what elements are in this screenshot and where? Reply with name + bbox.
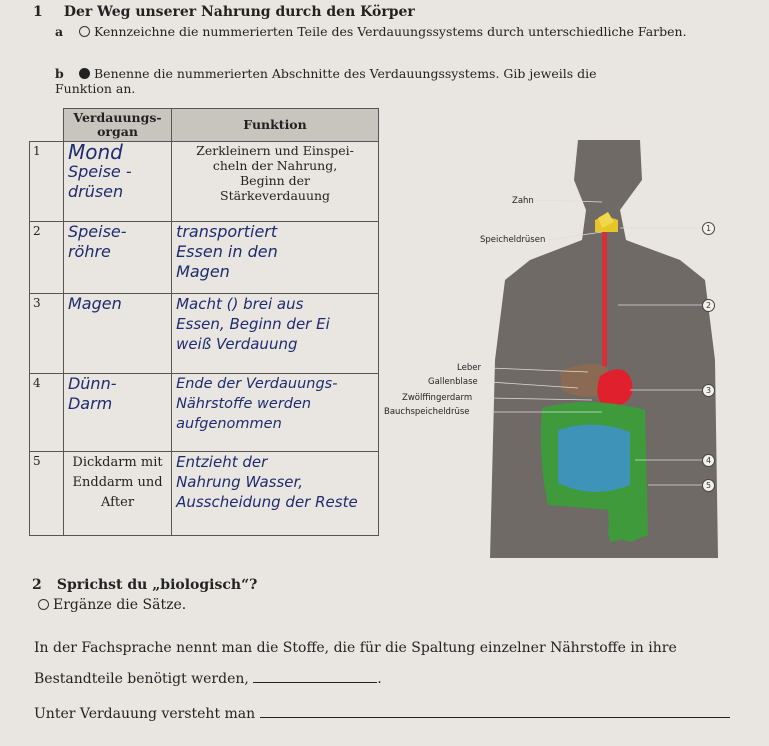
handwritten-answer: Speise-	[67, 222, 127, 241]
handwritten-answer: Magen	[67, 294, 122, 313]
marker-4: 4	[702, 454, 715, 467]
header-organ: Verdauungs-organ	[63, 109, 171, 142]
sentence-1b-text: Bestandteile benötigt werden,	[34, 671, 249, 687]
handwritten-answer: Magen	[176, 262, 230, 281]
handwritten-answer: Essen, Beginn der Ei	[176, 315, 330, 333]
organ-text: After	[100, 495, 135, 510]
task2-heading	[32, 577, 257, 593]
row-index: 1	[30, 142, 64, 222]
part-a-label: a	[55, 24, 64, 39]
task2-instruction-text: Ergänze die Sätze.	[53, 597, 187, 613]
table-corner	[30, 109, 64, 142]
part-a	[55, 24, 695, 39]
fill-in-blank-1[interactable]	[253, 670, 377, 683]
label-speicheldruesen: Speicheldrüsen	[480, 235, 546, 245]
part-a-text: Kennzeichne die nummerierten Teile des Verdauungssystems durch unterschiedliche Farben.	[94, 24, 687, 39]
medium-level-icon	[79, 68, 90, 79]
organ-cell[interactable]	[63, 294, 171, 374]
label-bauchspeicheldruese: Bauchspeicheldrüse	[384, 407, 470, 417]
part-b	[55, 66, 655, 96]
handwritten-answer: Speise -	[67, 162, 132, 181]
marker-2: 2	[702, 299, 715, 312]
handwritten-answer: Mond	[67, 140, 123, 164]
row-index: 3	[30, 294, 64, 374]
sentence-1b	[34, 670, 382, 687]
digestive-system-diagram	[384, 140, 718, 558]
function-text: Stärkeverdauung	[220, 188, 331, 203]
task1-heading	[33, 4, 415, 20]
task1-title: Der Weg unserer Nahrung durch den Körper	[63, 4, 415, 20]
sentence-2-text: Unter Verdauung versteht man	[34, 706, 256, 722]
function-cell[interactable]	[172, 374, 379, 452]
handwritten-answer: Nahrung Wasser,	[176, 473, 304, 491]
handwritten-answer: Dünn-	[67, 374, 117, 393]
table-row	[30, 222, 379, 294]
handwritten-answer: Ausscheidung der Reste	[176, 493, 358, 511]
row-index: 2	[30, 222, 64, 294]
function-text: Zerkleinern und Einspei-	[196, 143, 354, 158]
task2-title: Sprichst du „biologisch“?	[56, 577, 258, 593]
function-cell	[172, 142, 379, 222]
handwritten-answer: Ende der Verdauungs-	[176, 376, 338, 392]
function-cell[interactable]	[172, 222, 379, 294]
organ-cell	[63, 452, 171, 536]
handwritten-answer: drüsen	[67, 182, 124, 201]
function-cell[interactable]	[172, 294, 379, 374]
sentence-1a: In der Fachsprache nennt man die Stoffe, die für die Spaltung einzelner Nährstoffe in ihre	[34, 640, 677, 656]
easy-level-icon	[79, 26, 90, 37]
row-index: 5	[30, 452, 64, 536]
task1-number: 1	[33, 4, 43, 20]
marker-3: 3	[702, 384, 715, 397]
sentence-1-end: .	[377, 671, 382, 687]
table-row	[30, 294, 379, 374]
marker-1: 1	[702, 222, 715, 235]
label-zwoelffingerdarm: Zwölffingerdarm	[402, 393, 473, 403]
task2-instruction	[38, 597, 186, 613]
part-b-text: Benenne die nummerierten Abschnitte des Verdauungssystems. Gib jeweils die Funktion an.	[55, 66, 597, 96]
header-function: Funktion	[172, 109, 379, 142]
handwritten-answer: Darm	[67, 394, 113, 413]
table-row	[30, 142, 379, 222]
table-row	[30, 374, 379, 452]
organ-cell[interactable]	[63, 142, 171, 222]
function-text: Beginn der	[240, 173, 311, 188]
organ-text: Dickdarm mit	[72, 455, 163, 470]
easy-level-icon	[38, 599, 49, 610]
label-gallenblase: Gallenblase	[428, 377, 478, 387]
handwritten-answer: Essen in den	[176, 242, 278, 261]
handwritten-answer: weiß Verdauung	[176, 335, 298, 353]
task2-number: 2	[32, 577, 42, 593]
organ-function-table	[29, 108, 379, 536]
organ-cell[interactable]	[63, 374, 171, 452]
function-text: cheln der Nahrung,	[212, 158, 338, 173]
handwritten-answer: Nährstoffe werden	[176, 396, 312, 412]
part-b-label: b	[55, 66, 64, 81]
organ-text: Enddarm und	[72, 475, 163, 490]
label-zahn: Zahn	[512, 196, 534, 206]
marker-5: 5	[702, 479, 715, 492]
handwritten-answer: röhre	[67, 242, 111, 261]
label-leber: Leber	[457, 363, 481, 373]
function-cell[interactable]	[172, 452, 379, 536]
row-index: 4	[30, 374, 64, 452]
handwritten-answer: transportiert	[176, 222, 278, 241]
handwritten-answer: Macht () brei aus	[176, 295, 304, 313]
handwritten-answer: Entzieht der	[176, 453, 268, 471]
table-row	[30, 452, 379, 536]
fill-in-blank-2[interactable]	[260, 705, 730, 718]
sentence-2	[34, 705, 730, 722]
handwritten-answer: aufgenommen	[176, 416, 282, 432]
organ-cell[interactable]	[63, 222, 171, 294]
